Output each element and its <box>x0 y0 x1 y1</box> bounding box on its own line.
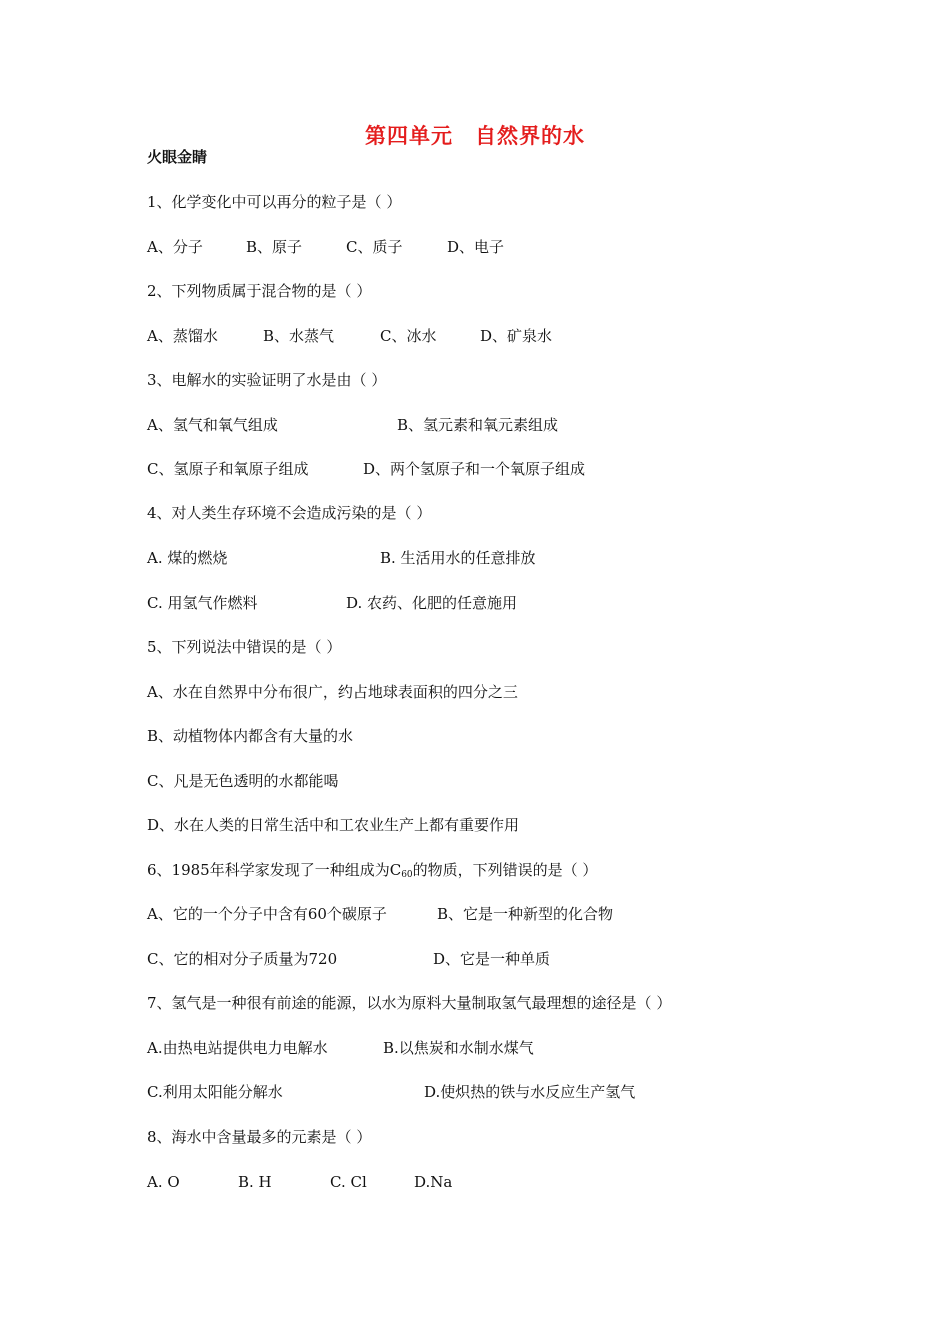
option-c: C. Cl <box>330 1173 367 1191</box>
option-b: B、水蒸气 <box>263 327 335 345</box>
page-title: 第四单元 自然界的水 <box>365 124 585 148</box>
question-5-stem: 5、下列说法中错误的是（ ） <box>147 638 342 656</box>
option-a: A.由热电站提供电力电解水 <box>147 1039 328 1057</box>
option-c: C、氢原子和氧原子组成 <box>147 460 309 478</box>
option-a: A、蒸馏水 <box>147 327 218 345</box>
question-4-stem: 4、对人类生存环境不会造成污染的是（ ） <box>147 504 432 522</box>
question-1-stem: 1、化学变化中可以再分的粒子是（ ） <box>147 193 402 211</box>
option-c: C. 用氢气作燃料 <box>147 594 258 612</box>
question-2-stem: 2、下列物质属于混合物的是（ ） <box>147 282 372 300</box>
option-b: B. 生活用水的任意排放 <box>380 549 536 567</box>
question-6-stem <box>147 860 597 880</box>
option-b: B、原子 <box>246 238 303 256</box>
option-d: D、两个氢原子和一个氧原子组成 <box>363 460 586 478</box>
option-c: C、质子 <box>346 238 403 256</box>
option-c: C、冰水 <box>380 327 437 345</box>
option-a: A、分子 <box>147 238 203 256</box>
option-d: D、矿泉水 <box>480 327 553 345</box>
question-5-option-b: B、动植物体内都含有大量的水 <box>147 727 354 745</box>
option-d: D.使炽热的铁与水反应生产氢气 <box>424 1083 636 1101</box>
question-7-stem: 7、氢气是一种很有前途的能源，以水为原料大量制取氢气最理想的途径是（ ） <box>147 994 672 1012</box>
question-6-stem-post: 的物质，下列错误的是（ ） <box>412 861 598 879</box>
option-b: B.以焦炭和水制水煤气 <box>383 1039 534 1057</box>
option-a: A、氢气和氧气组成 <box>147 416 278 434</box>
question-5-option-d: D、水在人类的日常生活中和工农业生产上都有重要作用 <box>147 816 520 834</box>
question-5-option-c: C、凡是无色透明的水都能喝 <box>147 772 339 790</box>
option-d: D. 农药、化肥的任意施用 <box>346 594 518 612</box>
option-a: A. O <box>147 1173 180 1191</box>
question-6-stem-subscript: 60 <box>401 870 413 880</box>
option-d: D.Na <box>414 1173 453 1191</box>
option-a: A. 煤的燃烧 <box>147 549 228 567</box>
option-b: B、它是一种新型的化合物 <box>437 905 614 923</box>
question-8-stem: 8、海水中含量最多的元素是（ ） <box>147 1128 372 1146</box>
option-b: B. H <box>238 1173 272 1191</box>
section-heading: 火眼金睛 <box>147 148 208 166</box>
question-3-stem: 3、电解水的实验证明了水是由（ ） <box>147 371 387 389</box>
option-c: C、它的相对分子质量为720 <box>147 950 338 968</box>
option-d: D、它是一种单质 <box>433 950 551 968</box>
option-b: B、氢元素和氧元素组成 <box>397 416 559 434</box>
option-c: C.利用太阳能分解水 <box>147 1083 283 1101</box>
option-d: D、电子 <box>447 238 505 256</box>
option-a: A、它的一个分子中含有60个碳原子 <box>147 905 387 923</box>
question-5-option-a: A、水在自然界中分布很广，约占地球表面积的四分之三 <box>147 683 518 701</box>
question-6-stem-pre: 6、1985年科学家发现了一种组成为C <box>147 861 402 879</box>
